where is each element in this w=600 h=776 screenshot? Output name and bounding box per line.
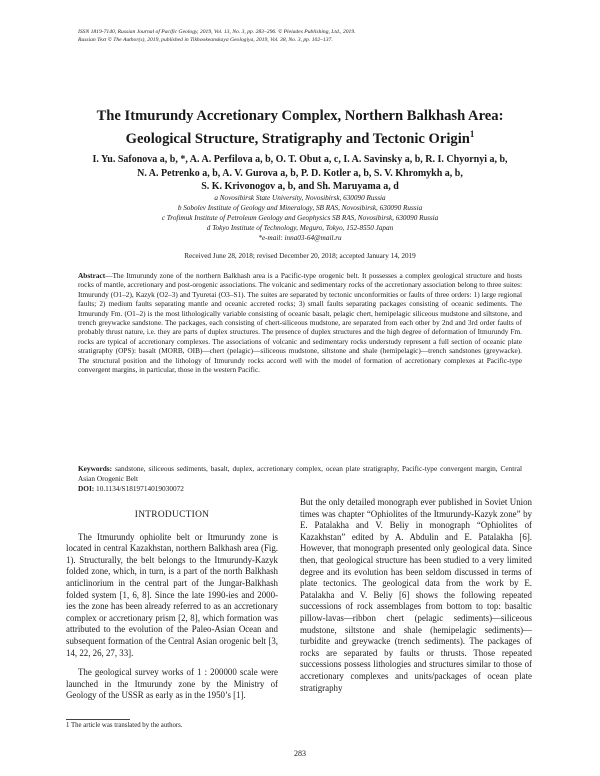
title-footnote-mark: 1 [469,129,475,139]
intro-paragraph-1: The Itmurundy ophiolite belt or Itmurundy zone is located in central Kazakhstan, northern Balkhash area (Fig. 1). Structurally, the belt belongs to the Itmurundy-Kazyk folded zone, which, in turn, is a part of the north Balkhash anticlinorium in the central part of the Jungar-Balkhash folded system [1, 6, 8]. Since the late 1990-ies and 2000-ies the zone has been already referred to as an accretionary complex or accretionary prism [2, 8], which formation was attributed to the evolution of the Paleo-Asian Ocean and subsequent formation of the Central Asian orogenic belt [3, 14, 22, 26, 27, 33]. [66,531,278,658]
keywords [78,464,522,483]
author-line-3: S. K. Krivonogov a, b, and Sh. Maruyama a, d [201,181,399,192]
abstract [78,271,522,374]
article-title [40,107,560,148]
affiliation-a: a Novosibirsk State University, Novosibirsk, 630090 Russia [214,194,386,202]
journal-header-line-1: ISSN 1819-7140, Russian Journal of Pacific Geology, 2019, Vol. 13, No. 3, pp. 283–296. © Pleiades Publishing, Ltd., 2019. [78,29,356,35]
author-line-1: I. Yu. Safonova a, b, *, A. A. Perfilova a, b, O. T. Obut a, c, I. A. Savinsky a, b, R. I. Chyornyi a, b, [92,154,508,165]
doi-text: 10.1134/S1819714019030072 [94,484,184,493]
received-dates: Received June 28, 2018; revised December 20, 2018; accepted January 14, 2019 [184,252,416,260]
affiliation-b: b Sobolev Institute of Geology and Mineralogy, SB RAS, Novosibirsk, 630090 Russia [177,204,423,212]
doi [78,484,184,493]
section-heading-introduction: INTRODUCTION [134,510,210,520]
right-column [300,497,532,694]
left-column [66,500,278,702]
page-number: 283 [294,749,306,758]
footnote-rule [66,719,130,720]
keywords-label: Keywords: [78,464,113,473]
abstract-label: Abstract [78,271,106,280]
abstract-text: —The Itmurundy zone of the northern Balkhash area is a Pacific-type orogenic belt. It possesses a complex geological structure and hosts rocks of mantle, accretionary and post-orogenic associations. The volcanic and sedimentary rocks of the accretionary association belong to three suites: Itmurundy (O1–2), Kazyk (O2–3) and Tyuretai (O3–S1). The suites are separated by tectonic unconformities or faults of three orders: 1) large regional faults; 2) medium faults separating mantle and oceanic accreted rocks; 3) small faults separating packages consisting of oceanic sediments. The Itmurundy Fm. (O1–2) is the most lithologically variable consisting of oceanic basalt, pelagic chert, hemipelagic siliceous mudstone and siltstone, and trench greywacke sandstone. The packages, each consisting of chert-siliceous mudstone, are separated from each other by 2nd and 3rd order faults of probably thrust nature, i.e. they are parts of duplex structures. The presence of duplex structures and the high degree of deformation of Itmurundy Fm. rocks are typical of accretionary complexes. The associations of volcanic and sedimentary rocks understudy represent a full section of oceanic plate stratigraphy (OPS): basalt (MORB, OIB)—chert (pelagic)—siliceous mudstone, siltstone and shale (hemipelagic)—trench sandstones (greywacke). The structural position and the lithology of Itmurundy rocks accord well with the model of formation of accretionary complexes at Pacific-type convergent margins, in particular, those in the western Pacific. [78,271,522,375]
affiliation-list [60,193,540,243]
keywords-text: sandstone, siliceous sediments, basalt, duplex, accretionary complex, ocean plate stratigraphy, Pacific-type convergent margin, Central Asian Orogenic Belt [78,464,522,483]
journal-header-line-2: Russian Text © The Author(s), 2019, published in Tikhookeanskaya Geologiya, 2019, Vol. 38, No. 3, pp. 102–137. [78,37,333,43]
affiliation-c: c Trofimuk Institute of Petroleum Geology and Geophysics SB RAS, Novosibirsk, 630090 Russia [161,214,439,222]
author-list [60,153,540,194]
title-line-2-text: Geological Structure, Stratigraphy and Tectonic Origin [125,130,470,147]
footnote: 1 The article was translated by the authors. [66,722,183,729]
intro-paragraph-2: The geological survey works of 1 : 200000 scale were launched in the Itmurundy zone by the Ministry of Geology of the USSR as early as in the 1950’s [1]. [66,667,278,701]
title-line-1: The Itmurundy Accretionary Complex, Northern Balkhash Area: [96,108,504,124]
intro-paragraph-3: But the only detailed monograph ever published in Soviet Union times was chapter “Ophiolites of the Itmurundy-Kazyk zone” by E. Patalakha and V. Beliy in monograph “Ophiolites of Kazakhstan” edited by A. Abdulin and E. Patalakha [6]. However, that monograph presented only geological data. Since then, that geological structure has been studied to a very limited degree and its evolution has been seldom discussed in terms of plate tectonics. The geological data from the work by E. Patalakha and V. Beliy [6] shows the following repeated successions of rock assemblages from bottom to top: basaltic pillow-lavas—ribbon chert (pelagic sediments)—siliceous mudstone, siltstone and shale (hemipelagic sediments)—turbidite and greywacke (trench sediments). The packages of rocks are separated by faults or thrusts. Those repeated successions possess lithologies and structures similar to those of accretionary complexes and units/packages of ocean plate stratigraphy [300,497,532,693]
corresponding-email: *e-mail: inna03-64@mail.ru [258,234,342,242]
affiliation-d: d Tokyo Institute of Technology, Meguro, Tokyo, 152-8550 Japan [206,224,394,232]
author-line-2: N. A. Petrenko a, b, A. V. Gurova a, b, P. D. Kotler a, b, S. V. Khromykh a, b, [137,167,463,179]
journal-header [78,28,356,44]
title-line-2 [40,125,560,148]
doi-label: DOI: [78,484,95,493]
